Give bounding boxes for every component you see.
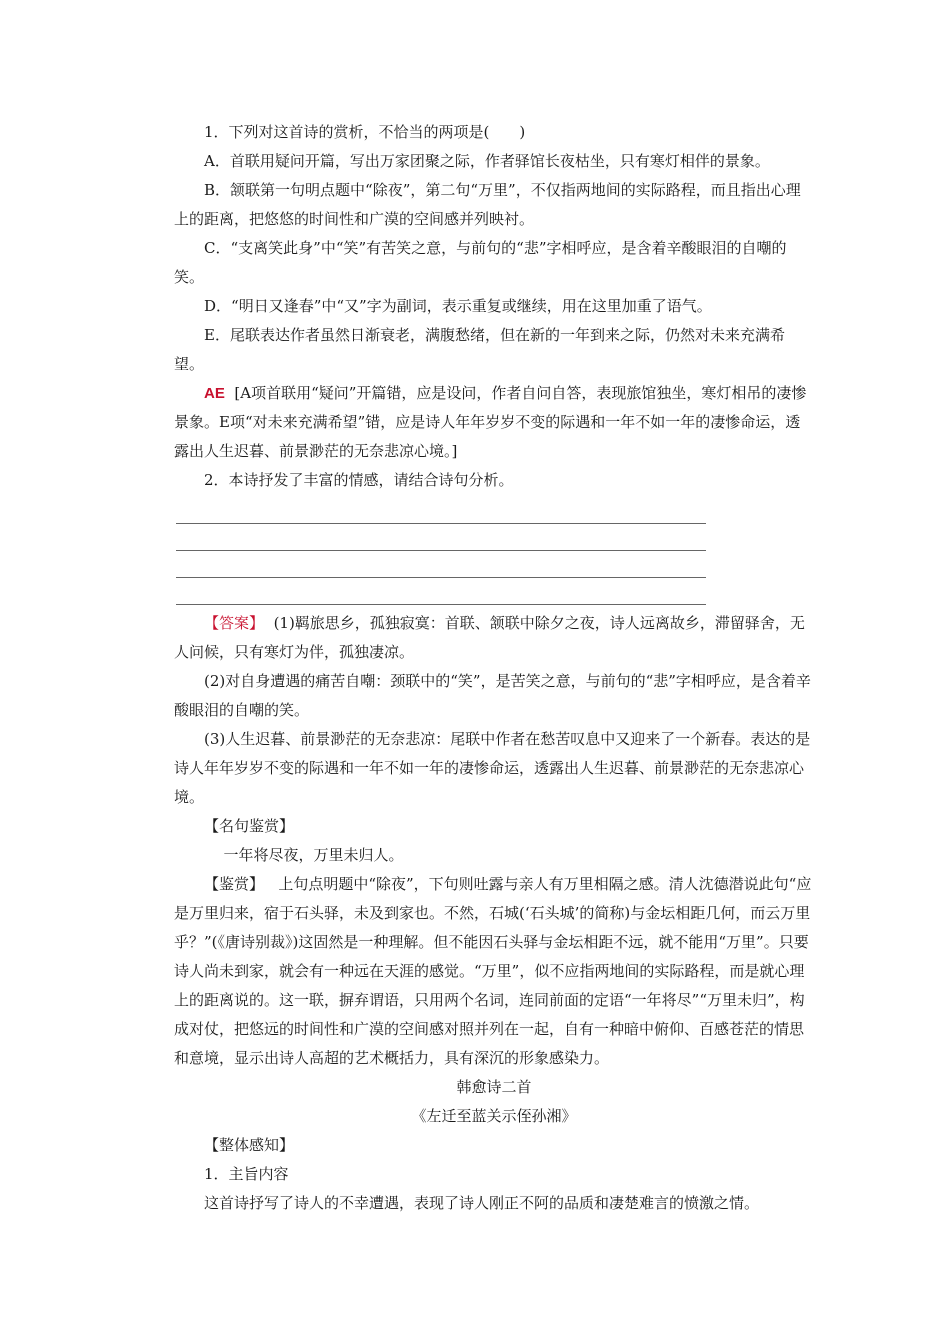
answer-blank-line[interactable] xyxy=(176,578,706,605)
question-1-stem: 1．下列对这首诗的赏析，不恰当的两项是( ) xyxy=(204,123,526,141)
option-a: A．首联用疑问开篇，写出万家团聚之际，作者驿馆长夜枯坐，只有寒灯相伴的景象。 xyxy=(204,152,770,170)
famous-line-heading: 【名句鉴赏】 xyxy=(204,817,295,835)
document-body xyxy=(174,118,814,1218)
famous-line: 一年将尽夜，万里未归人。 xyxy=(223,846,404,864)
answer-point-text: (1)羁旅思乡，孤独寂寞：首联、颔联中除夕之夜，诗人远离故乡，滞留驿舍，无人问候，只有寒灯为伴，孤独凄凉。 xyxy=(174,614,805,661)
overview-heading: 【整体感知】 xyxy=(204,1136,295,1154)
answer-explanation: [A项首联用“疑问”开篇错，应是设问，作者自问自答，表现旅馆独坐，寒灯相吊的凄惨景象。E项“对未来充满希望”错，应是诗人年年岁岁不变的际遇和一年不如一年的凄惨命运，透露出人生迟暮、前景渺茫的无奈悲凉心境。] xyxy=(174,384,807,460)
question-2-answer-point-2: (2)对自身遭遇的痛苦自嘲：颈联中的“笑”，是苦笑之意，与前句的“悲”字相呼应，是含着辛酸眼泪的自嘲的笑。 xyxy=(174,672,811,719)
section-title: 韩愈诗二首 xyxy=(456,1078,532,1096)
point-1-heading: 1．主旨内容 xyxy=(204,1165,289,1183)
option-d: D．“明日又逢春”中“又”字为副词，表示重复或继续，用在这里加重了语气。 xyxy=(204,297,712,315)
answer-blank-lines xyxy=(174,497,814,605)
question-2-answer-point-1 xyxy=(174,609,814,667)
appreciation-text: 上句点明题中“除夜”，下句则吐露与亲人有万里相隔之感。清人沈德潜说此句“应是万里归来，宿于石头驿，未及到家也。不然，石城(‘石头城’的简称)与金坛相距几何，而云万里乎？”(《唐诗别裁》)这固然是一种理解。但不能因石头驿与金坛相距不远，就不能用“万里”。只要诗人尚未到家，就会有一种远在天涯的感觉。“万里”，似不应指两地间的实际路程，而是就心理上的距离说的。这一联，摒弃谓语，只用两个名词，连同前面的定语“一年将尽”“万里未归”，构成对仗，把悠远的时间性和广漠的空间感对照并列在一起，自有一种暗中俯仰、百感苍茫的情思和意境，显示出诗人高超的艺术概括力，具有深沉的形象感染力。 xyxy=(174,875,812,1067)
answer-label: 【答案】 xyxy=(204,614,265,632)
option-b: B．颔联第一句明点题中“除夜”，第二句“万里”，不仅指两地间的实际路程，而且指出心理上的距离，把悠悠的时间性和广漠的空间感并列映衬。 xyxy=(174,181,801,228)
answer-blank-line[interactable] xyxy=(176,524,706,551)
option-e: E．尾联表达作者虽然日渐衰老，满腹愁绪，但在新的一年到来之际，仍然对未来充满希望。 xyxy=(174,326,785,373)
question-2-stem: 2．本诗抒发了丰富的情感，请结合诗句分析。 xyxy=(204,471,514,489)
question-2-answer-point-3: (3)人生迟暮、前景渺茫的无奈悲凉：尾联中作者在愁苦叹息中又迎来了一个新春。表达的是诗人年年岁岁不变的际遇和一年不如一年的凄惨命运，透露出人生迟暮、前景渺茫的无奈悲凉心境。 xyxy=(174,730,811,806)
option-c: C．“支离笑此身”中“笑”有苦笑之意，与前句的“悲”字相呼应，是含着辛酸眼泪的自嘲的笑。 xyxy=(174,239,787,286)
point-1-text: 这首诗抒写了诗人的不幸遭遇，表现了诗人刚正不阿的品质和凄楚难言的愤激之情。 xyxy=(204,1194,760,1212)
poem-title: 《左迁至蓝关示侄孙湘》 xyxy=(411,1107,577,1125)
appreciation-tag: 【鉴赏】 xyxy=(204,875,265,893)
answer-blank-line[interactable] xyxy=(176,551,706,578)
answer-tag: AE xyxy=(204,385,225,402)
answer-blank-line[interactable] xyxy=(176,497,706,524)
question-1-answer xyxy=(174,379,814,466)
appreciation xyxy=(174,870,814,1073)
